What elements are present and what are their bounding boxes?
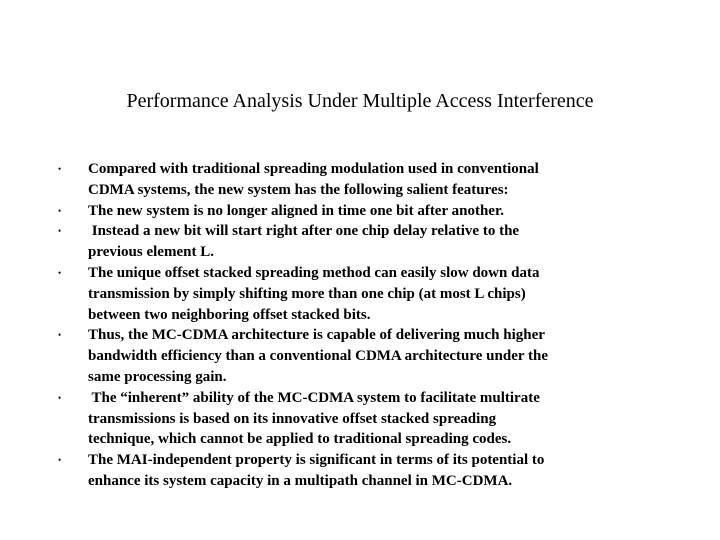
bullet-item xyxy=(58,388,658,450)
bullet-text-line: Instead a new bit will start right after one chip delay relative to the xyxy=(88,223,520,240)
bullet-text-line: between two neighboring offset stacked bits. xyxy=(88,306,371,323)
slide-title: Performance Analysis Under Multiple Access Interference xyxy=(126,90,594,112)
bullet-dot-icon: • xyxy=(58,455,62,466)
bullet-item xyxy=(58,221,658,263)
bullet-text-line: transmission by simply shifting more than one chip (at most L chips) xyxy=(88,285,526,302)
bullet-text-line: The MAI-independent property is significant in terms of its potential to xyxy=(88,452,545,469)
bullet-dot-icon: • xyxy=(58,267,62,278)
bullet-item xyxy=(58,325,658,387)
bullet-item xyxy=(58,450,658,492)
bullet-item xyxy=(58,159,658,201)
bullet-item xyxy=(58,201,658,222)
bullet-list xyxy=(58,159,658,492)
bullet-text-line: bandwidth efficiency than a conventional CDMA architecture under the xyxy=(88,348,548,365)
bullet-text-line: CDMA systems, the new system has the following salient features: xyxy=(88,181,509,198)
bullet-text-line: Compared with traditional spreading modulation used in conventional xyxy=(88,161,539,177)
bullet-text-line: The “inherent” ability of the MC-CDMA system to facilitate multirate xyxy=(88,389,540,406)
bullet-text-line: technique, which cannot be applied to traditional spreading codes. xyxy=(88,431,512,448)
bullet-item xyxy=(58,263,658,325)
bullet-text-line: enhance its system capacity in a multipath channel in MC-CDMA. xyxy=(88,472,513,489)
bullet-text-line: The unique offset stacked spreading method can easily slow down data xyxy=(88,264,540,281)
bullet-dot-icon: • xyxy=(58,392,62,403)
bullet-dot-icon: • xyxy=(58,330,62,341)
bullet-dot-icon: • xyxy=(58,226,62,237)
bullet-text-line: previous element L. xyxy=(88,244,214,261)
bullet-dot-icon: • xyxy=(58,164,62,174)
bullet-dot-icon: • xyxy=(58,205,62,216)
bullet-text-line: Thus, the MC-CDMA architecture is capable of delivering much higher xyxy=(88,327,545,344)
bullet-text-line: transmissions is based on its innovative offset stacked spreading xyxy=(88,410,497,427)
bullet-text-line: same processing gain. xyxy=(88,368,227,385)
bullet-text-line: The new system is no longer aligned in time one bit after another. xyxy=(88,202,504,219)
